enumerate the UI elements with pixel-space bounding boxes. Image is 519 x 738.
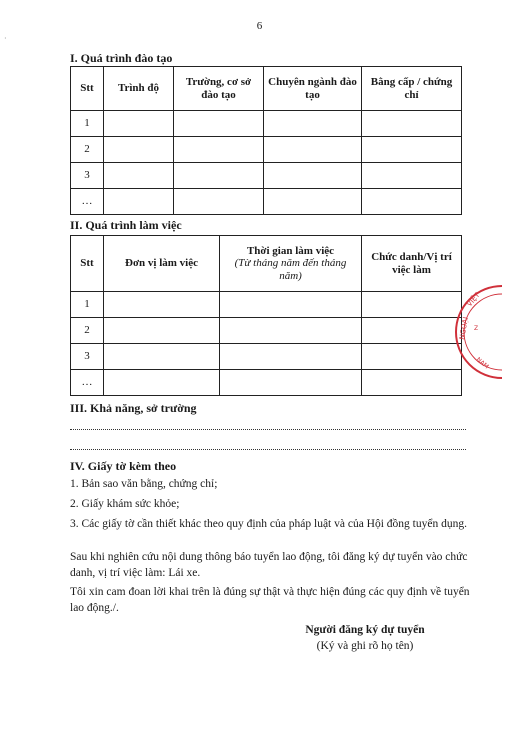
header-stt: Stt (71, 67, 104, 111)
row-index: 1 (71, 111, 104, 137)
table-cell (174, 111, 264, 137)
work-header-row (71, 236, 462, 292)
training-table (70, 66, 462, 215)
page-number: 6 (256, 20, 263, 32)
dotted-line (70, 429, 466, 430)
attachment-item: 3. Các giấy tờ cần thiết khác theo quy định của pháp luật và của Hội đồng tuyển dụng. (70, 518, 467, 530)
header-school: Trường, cơ sở đào tạo (174, 67, 264, 111)
signature-title: Người đăng ký dự tuyển (305, 624, 425, 636)
header-degree: Bằng cấp / chứng chỉ (362, 67, 462, 111)
table-cell (104, 344, 220, 370)
declaration-commit: Tôi xin cam đoan lời khai trên là đúng sự thật và thực hiện đúng các quy định về tuyển lao động./. (70, 586, 470, 614)
svg-text:NGOẠI: NGOẠI (458, 316, 470, 341)
section4-title: IV. Giấy tờ kèm theo (70, 459, 177, 473)
section3-title: III. Khả năng, sở trường (70, 401, 197, 415)
attachment-item: 2. Giấy khám sức khỏe; (70, 498, 180, 510)
table-row (71, 163, 462, 189)
table-cell (104, 189, 174, 215)
header-unit: Đơn vị làm việc (104, 236, 220, 292)
table-row (71, 370, 462, 396)
table-row (71, 189, 462, 215)
declaration-apply: Sau khi nghiên cứu nội dung thông báo tuyển lao động, tôi đăng ký dự tuyển vào chức danh, vị trí việc làm: Lái xe. (70, 551, 468, 579)
header-time-label: Thời gian làm việc (246, 244, 335, 257)
table-row (71, 318, 462, 344)
header-level: Trình độ (104, 67, 174, 111)
table-cell (104, 137, 174, 163)
svg-text:Z: Z (474, 325, 479, 332)
table-cell (104, 318, 220, 344)
red-stamp-seal (440, 282, 502, 382)
header-time (220, 236, 362, 292)
table-cell (104, 292, 220, 318)
header-major: Chuyên ngành đào tạo (264, 67, 362, 111)
row-index: … (71, 370, 104, 396)
row-index: 2 (71, 137, 104, 163)
table-cell (174, 189, 264, 215)
section1-title: I. Quá trình đào tạo (70, 51, 173, 65)
margin-mark: · (4, 34, 7, 43)
svg-text:NAM: NAM (474, 356, 490, 371)
table-cell (174, 163, 264, 189)
table-cell (362, 163, 462, 189)
signature-note: (Ký và ghi rõ họ tên) (316, 640, 414, 652)
table-cell (264, 189, 362, 215)
dotted-line (70, 449, 466, 450)
attachment-item: 1. Bản sao văn bằng, chứng chỉ; (70, 478, 218, 490)
table-cell (174, 137, 264, 163)
table-cell (104, 163, 174, 189)
row-index: 3 (71, 163, 104, 189)
work-table (70, 235, 462, 396)
row-index: 3 (71, 344, 104, 370)
table-cell (362, 137, 462, 163)
table-cell (220, 292, 362, 318)
table-cell (362, 189, 462, 215)
header-time-note: (Từ tháng năm đến tháng năm) (234, 257, 347, 282)
table-cell (264, 111, 362, 137)
table-cell (220, 370, 362, 396)
section2-title: II. Quá trình làm việc (70, 218, 182, 232)
row-index: 2 (71, 318, 104, 344)
table-row (71, 137, 462, 163)
header-stt: Stt (71, 236, 104, 292)
table-row (71, 344, 462, 370)
header-position: Chức danh/Vị trí việc làm (362, 236, 462, 292)
table-cell (104, 111, 174, 137)
table-cell (362, 111, 462, 137)
table-cell (220, 318, 362, 344)
table-cell (264, 163, 362, 189)
svg-text:VIỆT: VIỆT (465, 291, 482, 309)
training-header-row (71, 67, 462, 111)
table-row (71, 292, 462, 318)
row-index: 1 (71, 292, 104, 318)
row-index: … (71, 189, 104, 215)
table-cell (264, 137, 362, 163)
table-cell (220, 344, 362, 370)
table-cell (104, 370, 220, 396)
table-row (71, 111, 462, 137)
